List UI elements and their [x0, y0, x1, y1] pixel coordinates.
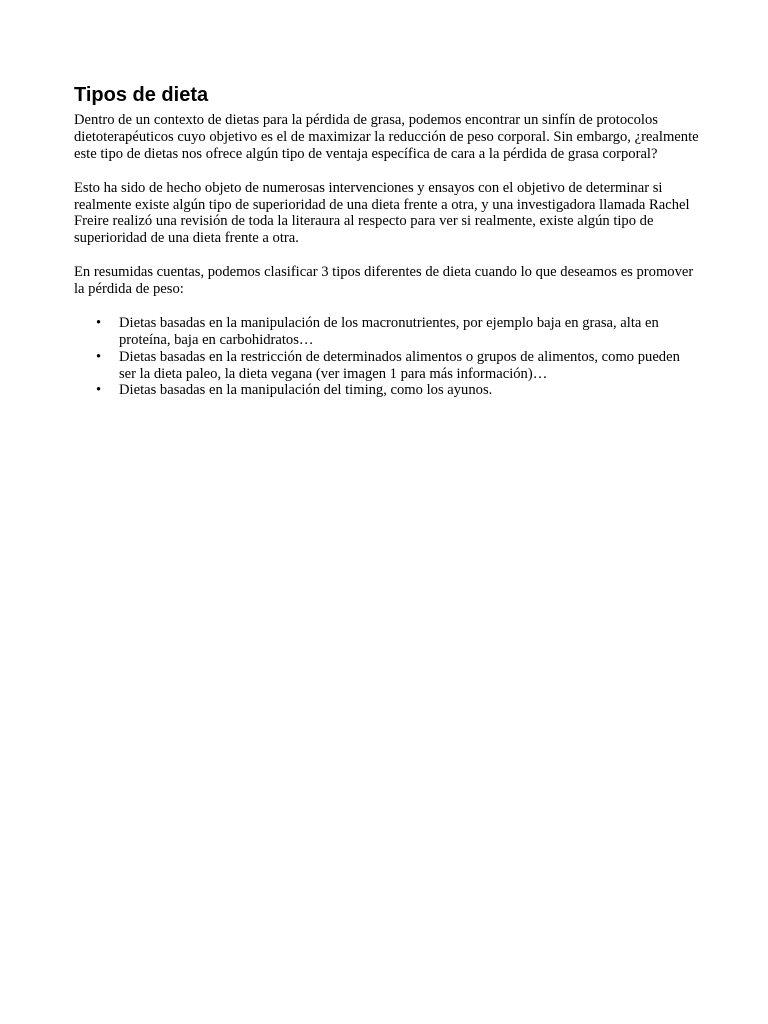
bullet-icon: •	[96, 382, 102, 399]
list-item-text: Dietas basadas en la restricción de determinados alimentos o grupos de alimentos, como pueden ser la dieta paleo, la dieta vegana (ver imagen 1 para más información)…	[119, 348, 680, 382]
list-item	[74, 382, 700, 399]
diet-types-list	[74, 315, 700, 400]
paragraph-intro: Dentro de un contexto de dietas para la pérdida de grasa, podemos encontrar un sinfín de protocolos dietoterapéuticos cuyo objetivo es el de maximizar la reducción de peso corporal. Sin embargo, ¿realmente este tipo de dietas nos ofrece algún tipo de ventaja específica de cara a la pérdida de grasa corporal?	[74, 112, 699, 162]
paragraph-research: Esto ha sido de hecho objeto de numerosas intervenciones y ensayos con el objetivo de determinar si realmente existe algún tipo de superioridad de una dieta frente a otra, y una investigadora llamada Rachel Freire realizó una revisión de toda la literaura al respecto para ver si realmente, existe algún tipo de superioridad de una dieta frente a otra.	[74, 179, 690, 247]
list-item	[74, 315, 700, 349]
document-content	[74, 82, 700, 399]
list-item	[74, 349, 700, 383]
list-item-text: Dietas basadas en la manipulación de los macronutrientes, por ejemplo baja en grasa, alta en proteína, baja en carbohidratos…	[119, 314, 659, 348]
bullet-icon: •	[96, 348, 102, 365]
section-heading: Tipos de dieta	[74, 84, 209, 106]
bullet-icon: •	[96, 314, 102, 331]
paragraph-summary: En resumidas cuentas, podemos clasificar 3 tipos diferentes de dieta cuando lo que deseamos es promover la pérdida de peso:	[74, 264, 694, 298]
list-item-text: Dietas basadas en la manipulación del timing, como los ayunos.	[119, 382, 493, 399]
